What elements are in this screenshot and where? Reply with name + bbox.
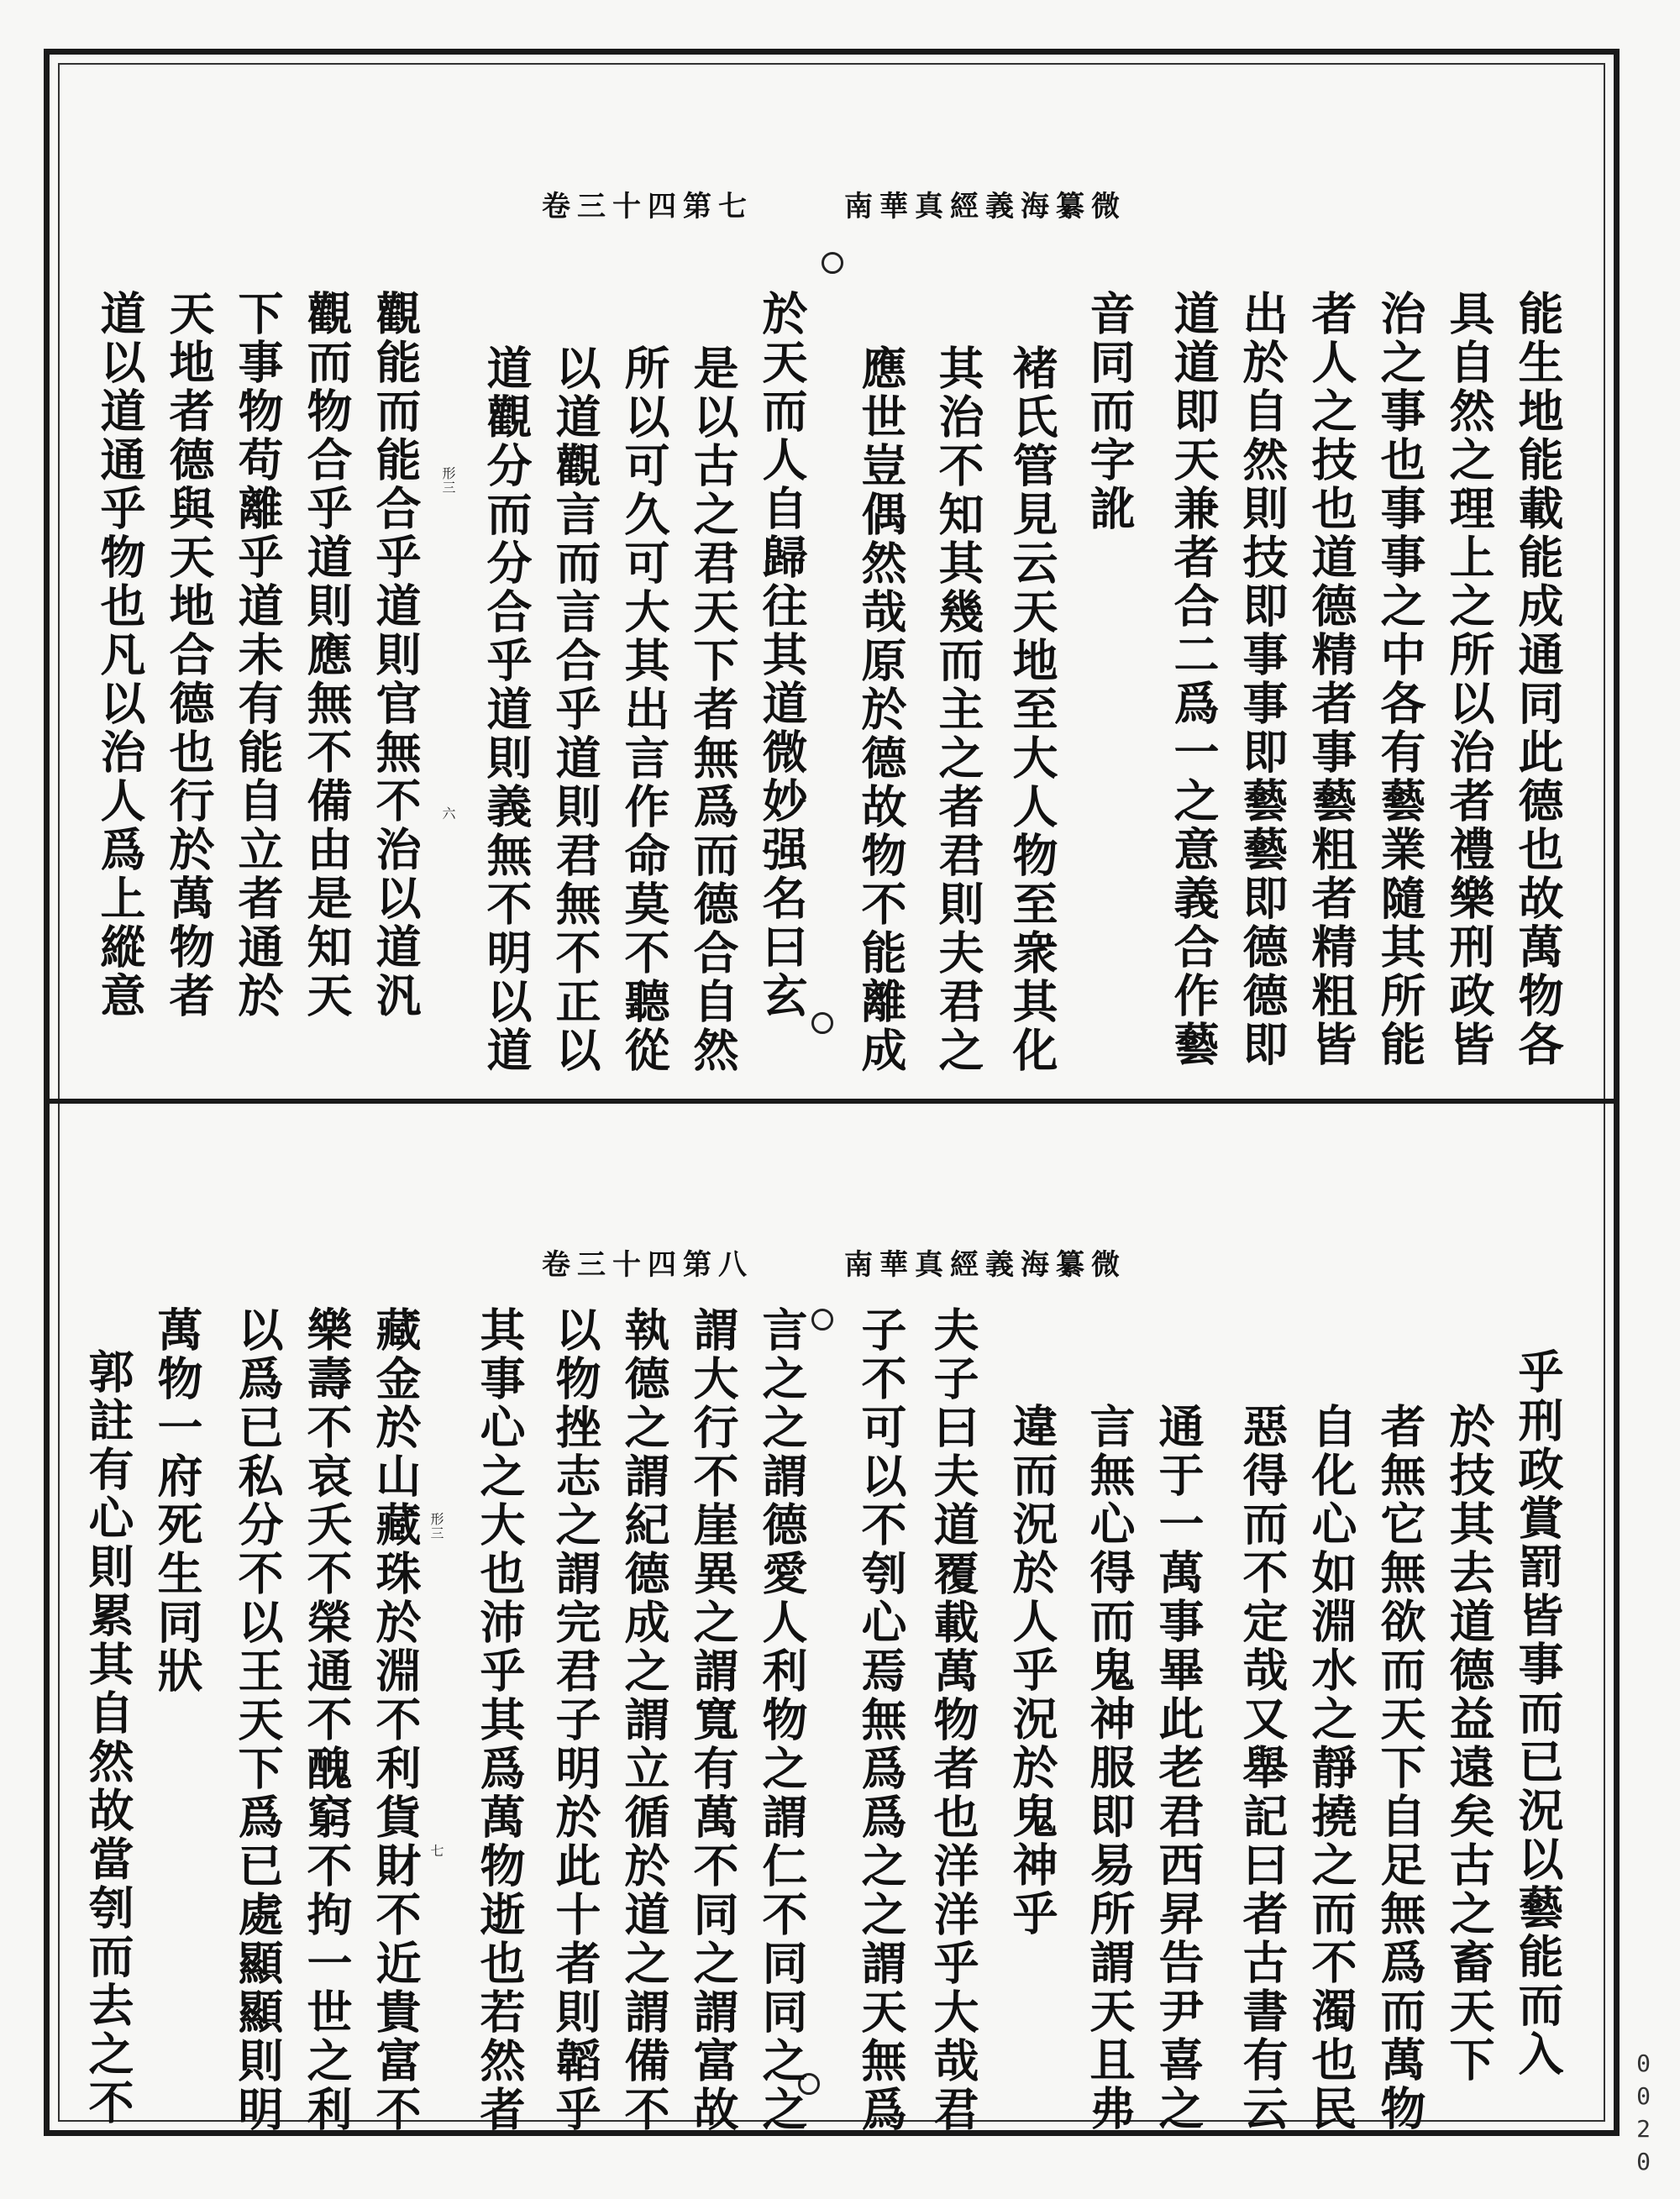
bottom-header-volume: 卷三十四第八 xyxy=(542,1248,753,1282)
top-column-11: 於天而人自歸往其道微妙强名曰玄 xyxy=(755,290,809,1021)
bottom-header-title: 南華真經義海纂微 xyxy=(844,1248,1126,1282)
top-column-8: 褚氏管見云天地至大人物至衆其化 xyxy=(1005,344,1059,1075)
top-margin-note-1: 形三 xyxy=(440,466,456,495)
top-column-1: 能生地能載能成通同此德也故萬物各 xyxy=(1511,290,1565,1069)
half-page-divider xyxy=(44,1099,1620,1104)
top-column-9: 其治不知其幾而主之者君則夫君之 xyxy=(932,344,985,1075)
bottom-column-1: 乎刑政賞罰皆事而已況以藝能而入 xyxy=(1511,1348,1565,2079)
bottom-column-19: 萬物一府死生同狀 xyxy=(150,1306,204,1696)
top-column-16: 觀能而能合乎道則官無不治以道汎 xyxy=(369,290,423,1021)
bottom-column-13: 執德之謂紀德成之謂立循於道之謂備不 xyxy=(617,1306,671,2134)
top-column-17: 觀而物合乎道則應無不備由是知天 xyxy=(300,290,354,1021)
top-circle-mark-2 xyxy=(811,1012,833,1034)
top-column-4: 者人之技也道德精者事藝粗者精粗皆 xyxy=(1305,290,1358,1069)
bottom-column-9: 夫子曰夫道覆載萬物者也洋洋乎大哉君 xyxy=(927,1306,980,2134)
bottom-column-10: 子不可以不刳心焉無爲爲之之謂天無爲 xyxy=(854,1306,908,2134)
bottom-column-11: 言之之謂德愛人利物之謂仁不同同之之 xyxy=(755,1306,809,2134)
top-column-6: 道道即天兼者合二爲一之意義合作藝 xyxy=(1167,290,1221,1069)
top-circle-mark xyxy=(822,252,843,274)
top-column-5: 出於自然則技即事事即藝藝即德德即 xyxy=(1236,290,1289,1069)
bottom-column-7: 言無心得而鬼神服即易所謂天且弗 xyxy=(1083,1403,1137,2133)
bottom-column-20: 郭註有心則累其自然故當刳而去之不 xyxy=(81,1348,135,2128)
top-column-14: 以道觀言而言合乎道則君無不正以 xyxy=(549,344,602,1075)
bottom-column-16: 藏金於山藏珠於淵不利貨財不近貴富不 xyxy=(369,1306,423,2134)
bottom-margin-note-1: 形三 xyxy=(428,1512,444,1540)
bottom-column-17: 樂壽不哀夭不榮通不醜窮不拘一世之利 xyxy=(300,1306,354,2134)
top-header-volume: 卷三十四第七 xyxy=(542,190,753,223)
top-column-7: 音同而字訛 xyxy=(1083,290,1137,533)
bottom-column-18: 以爲已私分不以王天下爲已處顯顯則明 xyxy=(231,1306,285,2134)
bottom-column-3: 者無它無欲而天下自足無爲而萬物 xyxy=(1373,1403,1427,2133)
top-column-12: 是以古之君天下者無爲而德合自然 xyxy=(686,344,740,1075)
top-column-10: 應世豈偶然哉原於德故物不能離成 xyxy=(854,344,908,1075)
top-column-13: 所以可久可大其出言作命莫不聽從 xyxy=(617,344,671,1075)
top-column-15: 道觀分而分合乎道則義無不明以道 xyxy=(480,344,533,1075)
top-header-title: 南華真經義海纂微 xyxy=(844,190,1126,223)
top-column-19: 天地者德與天地合德也行於萬物者 xyxy=(162,290,216,1021)
bottom-circle-mark xyxy=(811,1309,833,1330)
bottom-column-12: 謂大行不崖異之謂寬有萬不同之謂富故 xyxy=(686,1306,740,2134)
bottom-column-14: 以物挫志之謂完君子明於此十者則韜乎 xyxy=(549,1306,602,2134)
bottom-column-2: 於技其去道德益遠矣古之畜天下 xyxy=(1442,1403,1496,2085)
page-number: 0020 xyxy=(1630,2049,1657,2181)
bottom-column-15: 其事心之大也沛乎其爲萬物逝也若然者 xyxy=(473,1306,527,2134)
bottom-column-4: 自化心如淵水之靜撓之而不濁也民 xyxy=(1305,1403,1358,2133)
top-column-2: 具自然之理上之所以治者禮樂刑政皆 xyxy=(1442,290,1496,1069)
top-column-20: 道以道通乎物也凡以治人爲上縱意 xyxy=(93,290,147,1021)
bottom-column-8: 違而況於人乎況於鬼神乎 xyxy=(1005,1403,1059,1939)
top-column-3: 治之事也事事之中各有藝業隨其所能 xyxy=(1373,290,1427,1069)
bottom-column-6: 通于一萬事畢此老君西昇告尹喜之 xyxy=(1152,1403,1205,2133)
top-margin-note-2: 六 xyxy=(440,806,456,821)
bottom-margin-note-2: 七 xyxy=(428,1844,444,1858)
bottom-column-5: 惡得而不定哉又舉記曰者古書有云 xyxy=(1236,1403,1289,2133)
top-column-18: 下事物苟離乎道未有能自立者通於 xyxy=(231,290,285,1021)
